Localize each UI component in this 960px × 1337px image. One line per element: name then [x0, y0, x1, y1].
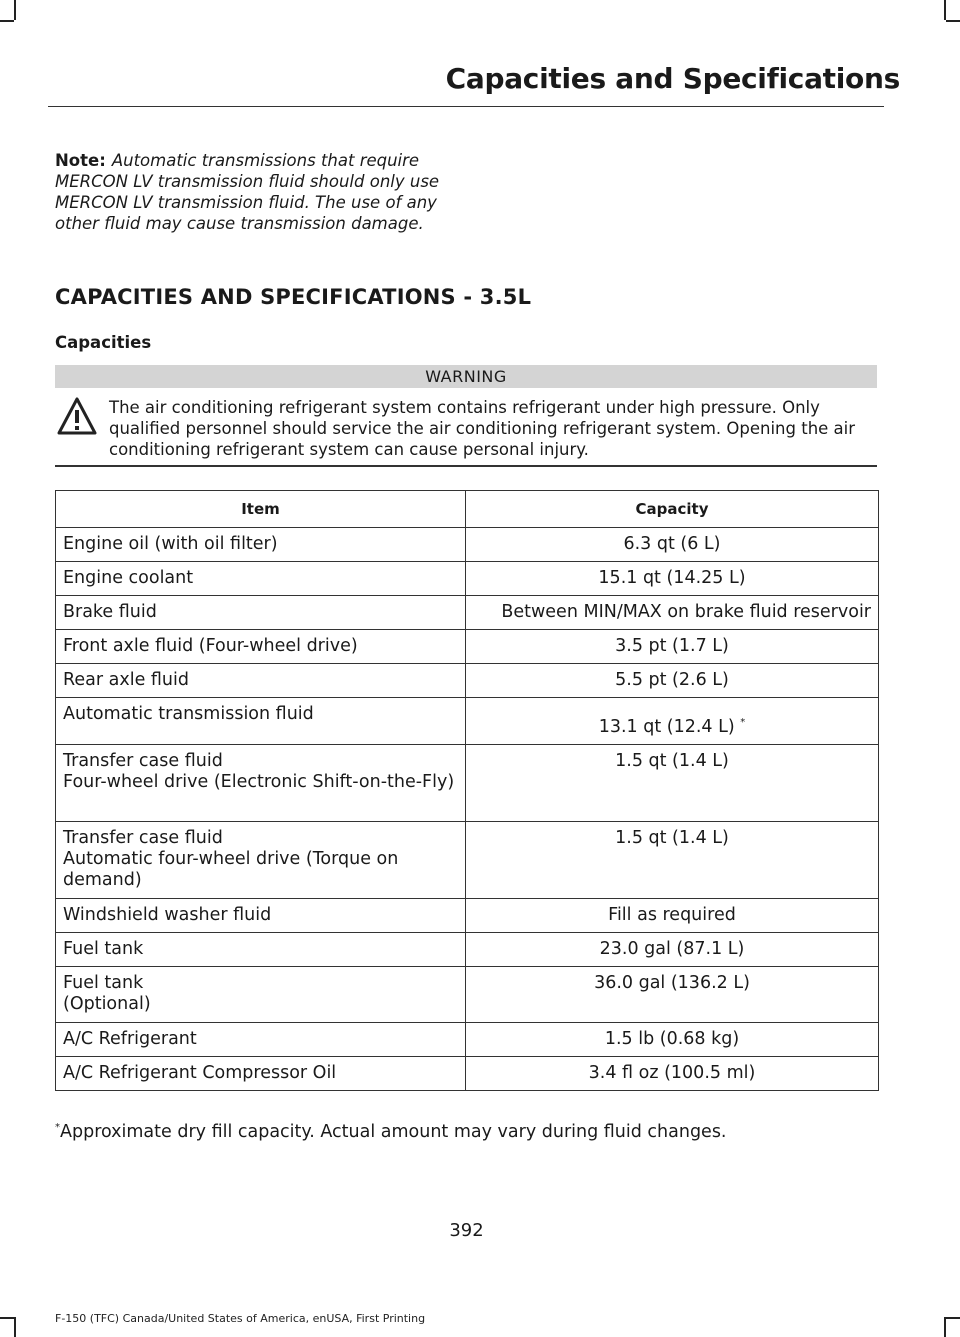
capacity-cell: 13.1 qt (12.4 L) * — [466, 698, 879, 745]
capacity-cell: 1.5 lb (0.68 kg) — [466, 1023, 879, 1057]
capacity-cell: 36.0 gal (136.2 L) — [466, 967, 879, 1023]
table-row — [56, 899, 879, 933]
warning-divider — [55, 465, 877, 467]
footer-text: F-150 (TFC) Canada/United States of America, enUSA, First Printing — [55, 1312, 426, 1325]
capacity-cell: 15.1 qt (14.25 L) — [466, 562, 879, 596]
item-cell: Engine coolant — [56, 562, 466, 596]
footnote — [55, 1122, 727, 1142]
crop-mark — [0, 20, 14, 22]
note-paragraph — [55, 150, 455, 234]
footnote-marker: * — [55, 1122, 60, 1134]
table-row — [56, 745, 879, 822]
crop-mark — [946, 1317, 960, 1319]
crop-mark — [946, 20, 960, 22]
table-header-row — [56, 491, 879, 528]
table-row — [56, 822, 879, 899]
header-divider — [48, 106, 884, 107]
capacity-cell: 23.0 gal (87.1 L) — [466, 933, 879, 967]
crop-mark — [14, 0, 16, 20]
warning-text: The air conditioning refrigerant system contains refrigerant under high pressure. Only qualified personnel should service the air conditioning refrigerant system. Opening the air conditioning refrigerant system can cause personal injury. — [109, 398, 856, 459]
capacity-cell: 6.3 qt (6 L) — [466, 528, 879, 562]
column-header-item: Item — [56, 491, 466, 528]
item-cell: A/C Refrigerant — [56, 1023, 466, 1057]
footnote-text: Approximate dry fill capacity. Actual amount may vary during fluid changes. — [60, 1122, 727, 1142]
capacity-cell: 1.5 qt (1.4 L) — [466, 822, 879, 899]
page-number: 392 — [449, 1220, 484, 1241]
item-cell: Front axle fluid (Four-wheel drive) — [56, 630, 466, 664]
capacity-cell: 3.4 fl oz (100.5 ml) — [466, 1057, 879, 1091]
table-row — [56, 967, 879, 1023]
crop-mark — [0, 1317, 14, 1319]
section-heading: CAPACITIES AND SPECIFICATIONS - 3.5L — [55, 285, 532, 309]
footnote-marker: * — [740, 717, 746, 729]
capacity-cell: 3.5 pt (1.7 L) — [466, 630, 879, 664]
item-cell: Windshield washer fluid — [56, 899, 466, 933]
warning-banner: WARNING — [55, 365, 877, 388]
item-cell: Automatic transmission fluid — [56, 698, 466, 745]
page-title: Capacities and Specifications — [445, 62, 900, 95]
item-cell: Brake fluid — [56, 596, 466, 630]
table-row — [56, 698, 879, 745]
note-text: Automatic transmissions that require MERCON LV transmission fluid should only use MERCON LV transmission fluid. The use of any other fluid may cause transmission damage. — [55, 151, 440, 233]
table-row — [56, 1057, 879, 1091]
table-row — [56, 562, 879, 596]
crop-mark — [944, 1317, 946, 1337]
sub-heading: Capacities — [55, 333, 152, 352]
capacity-cell: Between MIN/MAX on brake fluid reservoir — [466, 596, 879, 630]
item-cell: Transfer case fluid Four-wheel drive (Electronic Shift-on-the-Fly) — [56, 745, 466, 822]
table-row — [56, 933, 879, 967]
crop-mark — [14, 1317, 16, 1337]
warning-triangle-icon — [57, 396, 97, 438]
table-row — [56, 1023, 879, 1057]
item-cell: Fuel tank — [56, 933, 466, 967]
item-cell: A/C Refrigerant Compressor Oil — [56, 1057, 466, 1091]
capacity-cell: 1.5 qt (1.4 L) — [466, 745, 879, 822]
crop-mark — [944, 0, 946, 20]
table-row — [56, 664, 879, 698]
item-cell: Rear axle fluid — [56, 664, 466, 698]
column-header-capacity: Capacity — [466, 491, 879, 528]
table-row — [56, 596, 879, 630]
capacity-cell: 5.5 pt (2.6 L) — [466, 664, 879, 698]
item-cell: Transfer case fluid Automatic four-wheel drive (Torque on demand) — [56, 822, 466, 899]
table-row — [56, 528, 879, 562]
capacity-cell: Fill as required — [466, 899, 879, 933]
item-cell: Engine oil (with oil filter) — [56, 528, 466, 562]
note-label: Note: — [55, 151, 106, 170]
table-row — [56, 630, 879, 664]
capacities-table — [55, 490, 879, 1091]
item-cell: Fuel tank (Optional) — [56, 967, 466, 1023]
